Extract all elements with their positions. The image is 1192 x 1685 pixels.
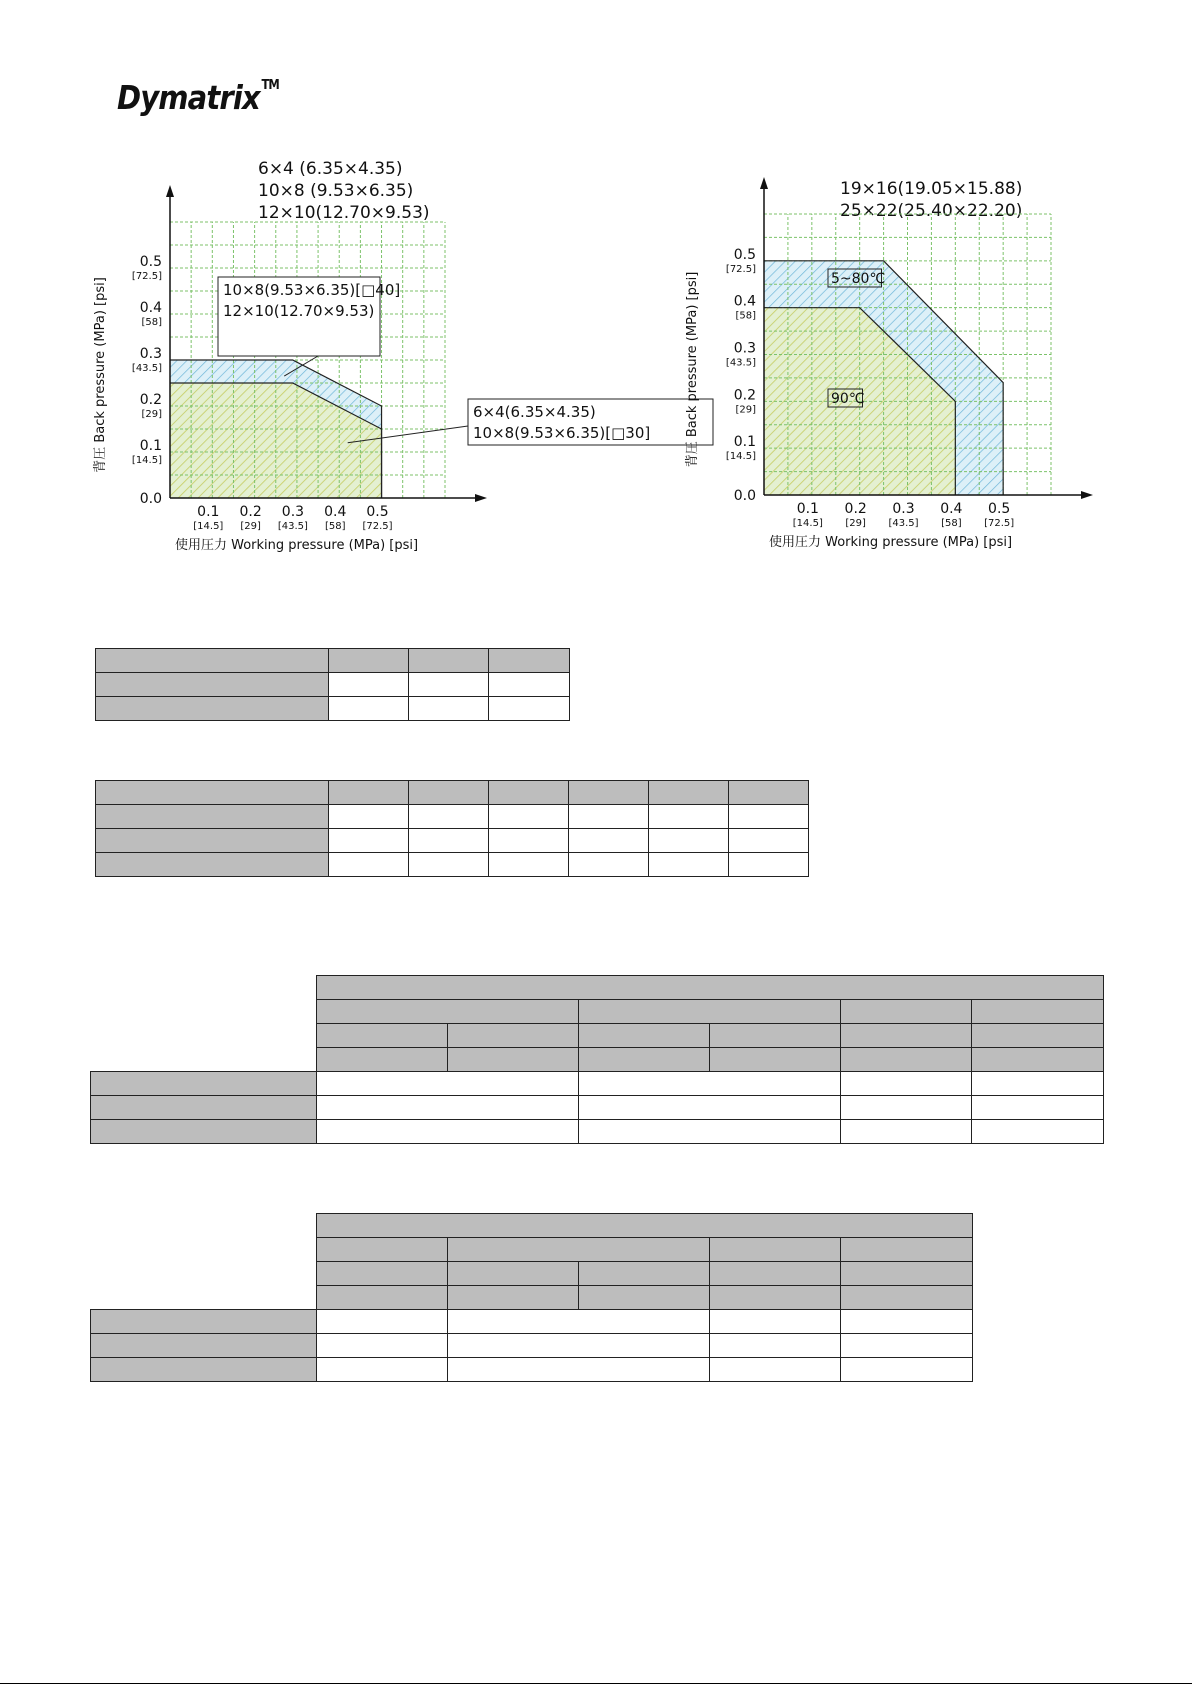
- chart-title-line: 12×10(12.70×9.53): [258, 203, 430, 223]
- x-tick-sublabel: [72.5]: [984, 518, 1015, 529]
- x-tick-sublabel: [58]: [324, 521, 346, 532]
- annotation-text: 90℃: [831, 391, 865, 407]
- y-tick-label: 0.0: [733, 488, 756, 504]
- x-tick-sublabel: [43.5]: [277, 521, 308, 532]
- y-tick-sublabel: [72.5]: [725, 263, 756, 275]
- x-tick-sublabel: [14.5]: [792, 518, 823, 529]
- x-tick-sublabel: [29]: [240, 521, 261, 532]
- chart-title-line: 6×4 (6.35×4.35): [258, 159, 403, 179]
- y-tick-sublabel: [14.5]: [131, 455, 162, 466]
- y-tick-label: 0.1: [733, 434, 756, 451]
- y-tick-label: 0.3: [139, 346, 162, 362]
- x-axis-label: 使用圧力 Working pressure (MPa) [psi]: [769, 535, 1013, 550]
- y-tick-sublabel: [58]: [141, 317, 162, 328]
- chart-left: [88, 152, 651, 562]
- x-axis-label: 使用圧力 Working pressure (MPa) [psi]: [175, 538, 419, 553]
- y-tick-sublabel: [43.5]: [131, 363, 162, 374]
- x-axis-arrow: [475, 494, 487, 502]
- x-tick-label: 0.2: [844, 501, 867, 517]
- chart-title-line: 19×16(19.05×15.88): [840, 179, 1023, 199]
- y-tick-sublabel: [43.5]: [725, 357, 756, 369]
- annotation-text: 6×4(6.35×4.35): [473, 403, 596, 421]
- x-tick-sublabel: [29]: [845, 518, 866, 529]
- annotation-text: 12×10(12.70×9.53): [223, 302, 375, 320]
- x-tick-label: 0.3: [281, 504, 305, 520]
- y-tick-sublabel: [14.5]: [725, 451, 756, 463]
- y-tick-label: 0.5: [139, 254, 162, 270]
- x-tick-label: 0.3: [892, 501, 915, 517]
- y-tick-sublabel: [29]: [141, 409, 162, 420]
- x-tick-sublabel: [43.5]: [888, 518, 919, 529]
- y-tick-label: 0.5: [733, 246, 756, 263]
- y-tick-label: 0.1: [139, 438, 162, 454]
- chart-right: [680, 168, 1090, 563]
- x-tick-sublabel: [72.5]: [362, 521, 393, 532]
- y-tick-label: 0.4: [139, 300, 162, 316]
- y-tick-sublabel: [72.5]: [131, 271, 162, 282]
- chart-title-line: 10×8 (9.53×6.35): [258, 181, 414, 201]
- x-axis-arrow: [1081, 491, 1093, 499]
- x-tick-label: 0.1: [796, 501, 819, 517]
- annotation-text: 5~80℃: [831, 271, 886, 287]
- x-tick-sublabel: [58]: [941, 518, 962, 529]
- y-tick-label: 0.4: [733, 293, 756, 310]
- y-axis-arrow: [166, 185, 174, 197]
- x-tick-label: 0.5: [366, 504, 389, 520]
- chart-title-line: 25×22(25.40×22.20): [840, 201, 1023, 221]
- x-tick-label: 0.1: [197, 504, 220, 520]
- y-tick-sublabel: [29]: [735, 404, 756, 416]
- y-axis-label: 背圧 Back pressure (MPa) [psi]: [685, 271, 700, 468]
- x-tick-label: 0.4: [324, 504, 347, 520]
- blank-table-4: [90, 1213, 973, 1382]
- x-tick-label: 0.4: [940, 501, 963, 517]
- y-tick-sublabel: [58]: [735, 310, 756, 322]
- blank-table-1: [95, 648, 570, 721]
- y-axis-label: 背圧 Back pressure (MPa) [psi]: [93, 277, 108, 473]
- chart-right-svg: [680, 168, 1090, 563]
- annotation-text: 10×8(9.53×6.35)[□40]: [223, 281, 401, 299]
- y-tick-label: 0.0: [139, 491, 162, 507]
- blank-table-2: [95, 780, 809, 877]
- y-tick-label: 0.2: [733, 387, 756, 404]
- x-tick-label: 0.5: [988, 501, 1011, 517]
- y-axis-arrow: [760, 177, 768, 189]
- chart-left-svg: [88, 152, 651, 562]
- y-tick-label: 0.3: [733, 340, 756, 357]
- y-tick-label: 0.2: [139, 392, 162, 408]
- annotation-text: 10×8(9.53×6.35)[□30]: [473, 424, 651, 442]
- x-tick-label: 0.2: [239, 504, 262, 520]
- blank-table-3: [90, 975, 1104, 1144]
- x-tick-sublabel: [14.5]: [193, 521, 224, 532]
- brand-logo: Dymatrix ™: [117, 78, 279, 117]
- page-bottom-rule: [0, 1683, 1192, 1684]
